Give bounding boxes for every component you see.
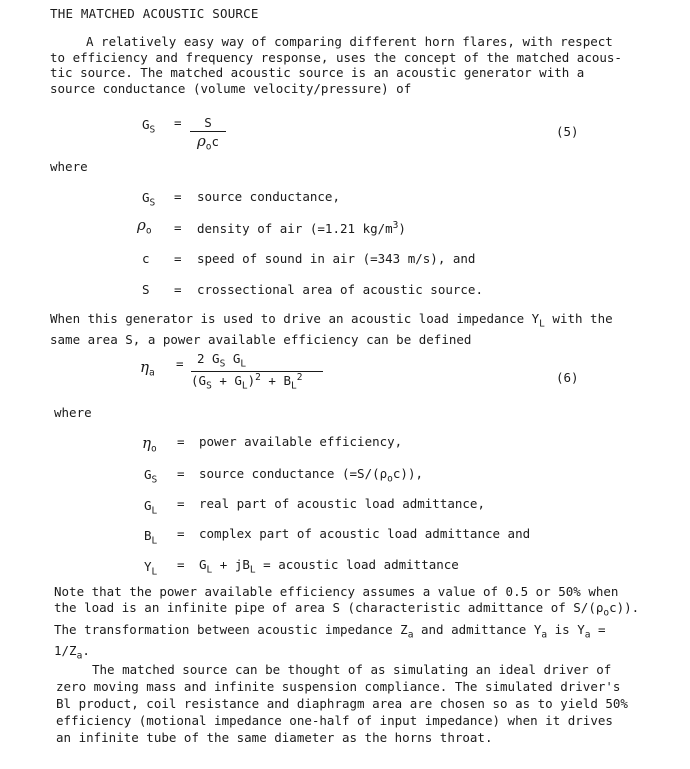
mid-line: same area S, a power available efficiency can be defined (50, 332, 472, 347)
final-line: Bl product, coil resistance and diaphragm area are chosen so as to yield 50% (56, 696, 628, 711)
where-label: where (50, 159, 88, 174)
def-symbol: $B_L$ (144, 528, 158, 547)
eq5-denominator: $\rho_oc$ (196, 132, 220, 153)
def-text: crossectional area of acoustic source. (197, 282, 483, 297)
note-line: the load is an infinite pipe of area S (characteristic admittance of $S/(\rho_oc)$). (54, 600, 640, 619)
note-line: The transformation between acoustic impedance $Z_a$ and admittance $Y_a$ is $Y_a$ = (54, 621, 606, 640)
eq5-equals: = (174, 115, 182, 130)
where-label: where (54, 405, 92, 420)
def-equals: = (177, 557, 185, 572)
eq5-fraction (190, 115, 226, 153)
def-symbol: $\rho_o$ (137, 216, 152, 237)
eq5-number: (5) (556, 124, 579, 139)
eq6-fraction (191, 351, 323, 391)
eq5-lhs: $G_S$ (142, 117, 156, 136)
note-paragraph (54, 584, 639, 665)
note-line: Note that the power available efficiency assumes a value of 0.5 or 50% when (54, 584, 619, 599)
def-equals: = (177, 434, 185, 449)
def-text: power available efficiency, (199, 434, 403, 449)
eq5-numerator: S (204, 115, 212, 130)
final-line: efficiency (motional impedance one-half of input impedance) when it drives (56, 713, 613, 728)
intro-line: source conductance (volume velocity/pressure) of (50, 80, 412, 96)
intro-line: A relatively easy way of comparing different horn flares, with respect (86, 34, 613, 49)
def-symbol: $G_L$ (144, 498, 158, 517)
eq6-number: (6) (556, 370, 579, 385)
def-equals: = (174, 251, 182, 266)
final-line: an infinite tube of the same diameter as the horns throat. (56, 730, 493, 745)
mid-line: When this generator is used to drive an acoustic load impedance $Y_L$ with the (50, 311, 613, 330)
def-symbol: c (142, 251, 150, 266)
def-equals: = (174, 282, 182, 297)
def-equals: = (177, 526, 185, 541)
intro-paragraph (50, 34, 622, 96)
def-equals: = (177, 496, 185, 511)
final-line: zero moving mass and infinite suspension compliance. The simulated driver's (56, 679, 621, 694)
def-text: complex part of acoustic load admittance and (199, 526, 531, 541)
eq6-equals: = (176, 356, 184, 371)
eq6-denominator: $(G_S + G_L)^2 + B_L^2$ (191, 371, 303, 392)
def-equals: = (174, 189, 182, 204)
def-text: $G_L + jB_L$ = acoustic load admittance (199, 557, 459, 576)
def-text: source conductance $(=S/(\rho_oc))$, (199, 466, 423, 485)
def-text: speed of sound in air (=343 m/s), and (197, 251, 476, 266)
eq6-lhs: $\eta_a$ (140, 358, 155, 379)
def-symbol: $G_S$ (144, 467, 158, 486)
intro-line: tic source. The matched acoustic source is an acoustic generator with a (50, 65, 585, 80)
final-paragraph (56, 661, 628, 746)
eq6-numerator: 2 $G_S$ $G_L$ (197, 351, 247, 370)
def-text: source conductance, (197, 189, 340, 204)
mid-paragraph (50, 311, 613, 348)
def-symbol: $Y_L$ (144, 559, 158, 578)
note-line: $1/Z_a$. (54, 643, 90, 662)
intro-line: to efficiency and frequency response, uses the concept of the matched acous- (50, 49, 622, 65)
section-title: THE MATCHED ACOUSTIC SOURCE (50, 6, 259, 21)
def-symbol: $\eta_o$ (142, 434, 157, 455)
final-line: The matched source can be thought of as simulating an ideal driver of (92, 662, 612, 677)
def-text: density of air (=1.21 $kg/m^3$) (197, 220, 406, 237)
def-equals: = (174, 220, 182, 235)
def-symbol: S (142, 282, 150, 297)
def-text: real part of acoustic load admittance, (199, 496, 485, 511)
def-equals: = (177, 466, 185, 481)
def-symbol: $G_S$ (142, 190, 156, 209)
